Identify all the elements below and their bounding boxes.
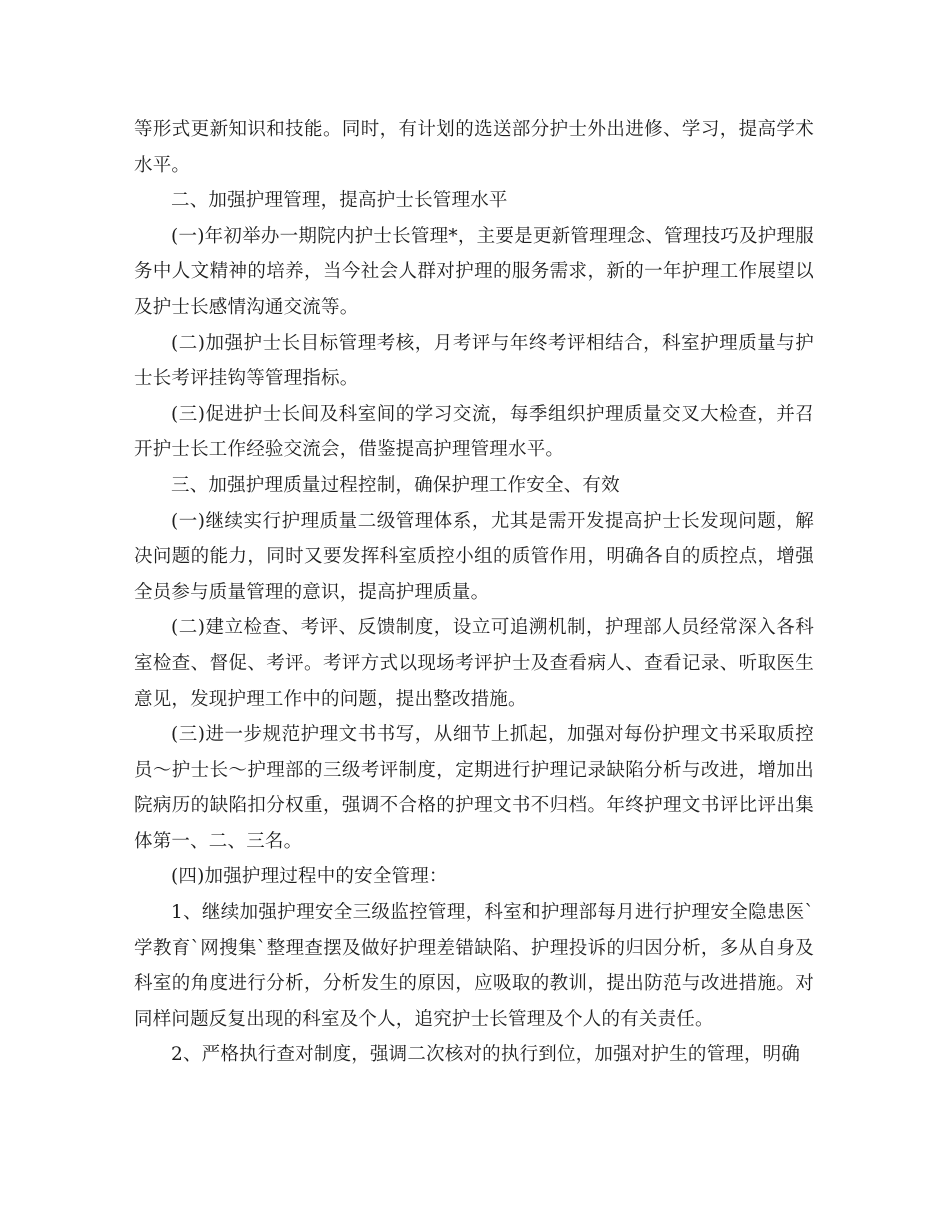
section-heading-3: 三、加强护理质量过程控制，确保护理工作安全、有效: [171, 474, 620, 496]
paragraph-2-1: (一)年初举办一期院内护士长管理*，主要是更新管理理念、管理技巧及护理服务中人文精神的培养，当今社会人群对护理的服务需求，新的一年护理工作展望以及护士长感情沟通交流等。: [134, 225, 814, 318]
paragraph-2-3: (三)促进护士长间及科室间的学习交流，每季组织护理质量交叉大检查，并召开护士长工作经验交流会，借鉴提高护理管理水平。: [134, 403, 814, 461]
list-item-1: 1、继续加强护理安全三级监控管理，科室和护理部每月进行护理安全隐患医`学教育`网搜集`整理查摆及做好护理差错缺陷、护理投诉的归因分析，多从自身及科室的角度进行分析，分析发生的原因，应吸取的教训，提出防范与改进措施。对同样问题反复出现的科室及个人，追究护士长管理及个人的有关责任。: [134, 902, 814, 1030]
section-heading-2: 二、加强护理管理，提高护士长管理水平: [171, 190, 508, 212]
paragraph-3-4-heading: (四)加强护理过程中的安全管理：: [171, 866, 448, 888]
document-body: [134, 112, 814, 1073]
paragraph-2-2: (二)加强护士长目标管理考核，月考评与年终考评相结合，科室护理质量与护士长考评挂钩等管理指标。: [134, 332, 814, 390]
paragraph-3-1: (一)继续实行护理质量二级管理体系，尤其是需开发提高护士长发现问题，解决问题的能力，同时又要发挥科室质控小组的质管作用，明确各自的质控点，增强全员参与质量管理的意识，提高护理质量。: [134, 510, 814, 603]
paragraph-3-3: (三)进一步规范护理文书书写，从细节上抓起，加强对每份护理文书采取质控员～护士长～护理部的三级考评制度，定期进行护理记录缺陷分析与改进，增加出院病历的缺陷扣分权重，强调不合格的护理文书不归档。年终护理文书评比评出集体第一、二、三名。: [134, 724, 814, 852]
paragraph-continuation: 等形式更新知识和技能。同时，有计划的选送部分护士外出进修、学习，提高学术水平。: [134, 119, 814, 176]
paragraph-3-2: (二)建立检查、考评、反馈制度，设立可追溯机制，护理部人员经常深入各科室检查、督促、考评。考评方式以现场考评护士及查看病人、查看记录、听取医生意见，发现护理工作中的问题，提出整改措施。: [134, 617, 814, 710]
list-item-2: 2、严格执行查对制度，强调二次核对的执行到位，加强对护生的管理，明确: [171, 1044, 801, 1066]
